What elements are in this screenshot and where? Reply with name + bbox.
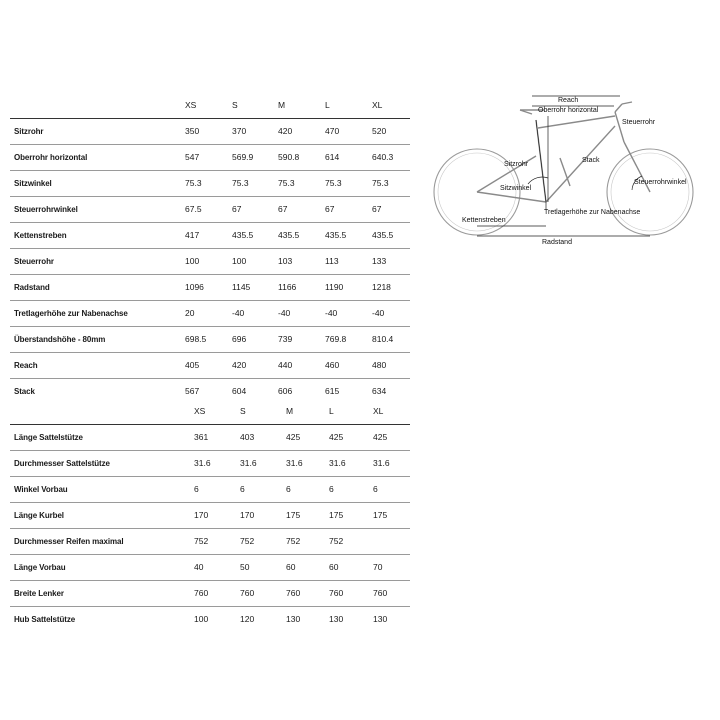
table-cell: 133: [372, 256, 387, 266]
table-row: [10, 274, 410, 300]
table-cell: 103: [278, 256, 293, 266]
table-row: [10, 580, 410, 606]
table-cell: 100: [194, 614, 209, 624]
table-cell: 20: [185, 308, 195, 318]
row-label: Hub Sattelstütze: [14, 615, 76, 624]
table-cell: 130: [329, 614, 344, 624]
row-label: Winkel Vorbau: [14, 485, 68, 494]
row-label: Steuerrohr: [14, 257, 54, 266]
table-cell: 6: [329, 484, 334, 494]
bike-geometry-diagram: [420, 86, 710, 256]
table-cell: 606: [278, 386, 293, 396]
table-cell: 170: [240, 510, 255, 520]
row-label: Sitzrohr: [14, 127, 44, 136]
table-cell: 425: [329, 432, 344, 442]
table-cell: -40: [372, 308, 385, 318]
seat-tube-label: Sitzrohr: [504, 161, 529, 168]
table-cell: 696: [232, 334, 247, 344]
table-cell: 435.5: [232, 230, 254, 240]
table-cell: 170: [194, 510, 209, 520]
table-cell: 567: [185, 386, 200, 396]
table-cell: 547: [185, 152, 200, 162]
table-cell: 60: [286, 562, 296, 572]
table-cell: 403: [240, 432, 255, 442]
table-row: [10, 424, 410, 450]
table-cell: 31.6: [286, 458, 303, 468]
table-cell: 175: [373, 510, 388, 520]
size-header: L: [325, 100, 330, 110]
table-cell: 100: [232, 256, 247, 266]
table-row: [10, 222, 410, 248]
seat-angle-label: Sitzwinkel: [500, 185, 532, 192]
table-cell: 370: [232, 126, 247, 136]
table-cell: 520: [372, 126, 387, 136]
table-cell: 760: [194, 588, 209, 598]
table-cell: 435.5: [278, 230, 300, 240]
table-cell: 6: [240, 484, 245, 494]
table-row: [10, 352, 410, 378]
table-row: [10, 554, 410, 580]
table-cell: 130: [373, 614, 388, 624]
table-cell: 67.5: [185, 204, 202, 214]
row-label: Länge Kurbel: [14, 511, 64, 520]
table-cell: 640.3: [372, 152, 394, 162]
stack-label: Stack: [582, 157, 600, 164]
table-cell: 67: [278, 204, 288, 214]
table-cell: 760: [240, 588, 255, 598]
table-row: [10, 476, 410, 502]
table-cell: 75.3: [232, 178, 249, 188]
top-tube-label: Oberrohr horizontal: [538, 107, 599, 114]
table-cell: 361: [194, 432, 209, 442]
table-cell: 604: [232, 386, 247, 396]
table-cell: 435.5: [325, 230, 347, 240]
table-row: [10, 326, 410, 352]
row-label: Tretlagerhöhe zur Nabenachse: [14, 309, 128, 318]
table-cell: 75.3: [325, 178, 342, 188]
geometry-table: [10, 93, 410, 404]
size-header: XS: [194, 406, 206, 416]
row-label: Durchmesser Reifen maximal: [14, 537, 124, 546]
row-label: Oberrohr horizontal: [14, 153, 88, 162]
table-cell: 634: [372, 386, 387, 396]
size-header: XL: [372, 100, 383, 110]
size-header-row: [10, 399, 410, 424]
table-row: [10, 502, 410, 528]
table-cell: 70: [373, 562, 383, 572]
row-label: Reach: [14, 361, 38, 370]
table-cell: 67: [372, 204, 382, 214]
table-cell: 67: [325, 204, 335, 214]
table-cell: 6: [286, 484, 291, 494]
table-cell: 175: [286, 510, 301, 520]
table-row: [10, 196, 410, 222]
table-cell: 31.6: [194, 458, 211, 468]
table-cell: 590.8: [278, 152, 300, 162]
table-cell: 480: [372, 360, 387, 370]
row-label: Überstandshöhe - 80mm: [14, 335, 106, 344]
table-cell: 175: [329, 510, 344, 520]
table-cell: 614: [325, 152, 340, 162]
size-header: M: [286, 406, 294, 416]
table-cell: 113: [325, 256, 339, 266]
size-header: L: [329, 406, 334, 416]
table-cell: 752: [286, 536, 301, 546]
table-cell: 417: [185, 230, 200, 240]
row-label: Breite Lenker: [14, 589, 64, 598]
size-header: S: [240, 406, 246, 416]
row-label: Länge Sattelstütze: [14, 433, 83, 442]
table-cell: 752: [194, 536, 209, 546]
table-cell: 470: [325, 126, 340, 136]
reach-label: Reach: [558, 97, 579, 104]
table-cell: 739: [278, 334, 293, 344]
table-row: [10, 528, 410, 554]
table-cell: 810.4: [372, 334, 394, 344]
size-header-row: [10, 93, 410, 118]
components-table: [10, 399, 410, 632]
row-label: Kettenstreben: [14, 231, 67, 240]
table-row: [10, 144, 410, 170]
table-cell: 120: [240, 614, 255, 624]
table-cell: 100: [185, 256, 200, 266]
table-cell: 420: [278, 126, 293, 136]
table-cell: 1190: [325, 282, 344, 292]
table-cell: 67: [232, 204, 242, 214]
table-cell: 752: [329, 536, 344, 546]
table-cell: -40: [232, 308, 245, 318]
row-label: Sitzwinkel: [14, 179, 52, 188]
table-cell: 130: [286, 614, 301, 624]
table-cell: 425: [373, 432, 388, 442]
table-row: [10, 450, 410, 476]
table-row: [10, 118, 410, 144]
table-cell: 6: [194, 484, 199, 494]
table-cell: 405: [185, 360, 200, 370]
table-cell: -40: [325, 308, 338, 318]
size-header: M: [278, 100, 286, 110]
row-label: Steuerrohrwinkel: [14, 205, 78, 214]
size-header: XS: [185, 100, 197, 110]
row-label: Stack: [14, 387, 35, 396]
table-cell: 31.6: [329, 458, 346, 468]
chainstay-label: Kettenstreben: [462, 217, 506, 224]
table-cell: 569.9: [232, 152, 254, 162]
table-cell: 6: [373, 484, 378, 494]
table-cell: 1096: [185, 282, 204, 292]
table-cell: 460: [325, 360, 340, 370]
table-cell: 75.3: [185, 178, 202, 188]
table-cell: 420: [232, 360, 247, 370]
table-cell: 31.6: [373, 458, 390, 468]
table-cell: 75.3: [278, 178, 295, 188]
table-row: [10, 248, 410, 274]
table-cell: 1218: [372, 282, 391, 292]
row-label: Länge Vorbau: [14, 563, 66, 572]
table-row: [10, 300, 410, 326]
head-angle-label: Steuerrohrwinkel: [634, 179, 687, 186]
table-cell: 440: [278, 360, 293, 370]
table-cell: 31.6: [240, 458, 257, 468]
table-cell: 425: [286, 432, 301, 442]
table-cell: -40: [278, 308, 291, 318]
table-cell: 752: [240, 536, 255, 546]
bb-drop-label: Tretlagerhöhe zur Nabenachse: [544, 209, 641, 216]
wheelbase-label: Radstand: [542, 239, 572, 246]
row-label: Durchmesser Sattelstütze: [14, 459, 110, 468]
table-cell: 760: [286, 588, 301, 598]
table-cell: 760: [329, 588, 344, 598]
table-cell: 1145: [232, 282, 251, 292]
row-label: Radstand: [14, 283, 50, 292]
table-cell: 50: [240, 562, 250, 572]
table-cell: 769.8: [325, 334, 347, 344]
table-cell: 615: [325, 386, 340, 396]
table-cell: 350: [185, 126, 200, 136]
table-row: [10, 170, 410, 196]
table-cell: 60: [329, 562, 339, 572]
table-cell: 435.5: [372, 230, 394, 240]
size-header: XL: [373, 406, 384, 416]
table-cell: 1166: [278, 282, 297, 292]
table-cell: 40: [194, 562, 204, 572]
table-cell: 760: [373, 588, 388, 598]
size-header: S: [232, 100, 238, 110]
head-tube-label: Steuerrohr: [622, 119, 656, 126]
table-row: [10, 606, 410, 632]
table-cell: 698.5: [185, 334, 207, 344]
table-cell: 75.3: [372, 178, 389, 188]
